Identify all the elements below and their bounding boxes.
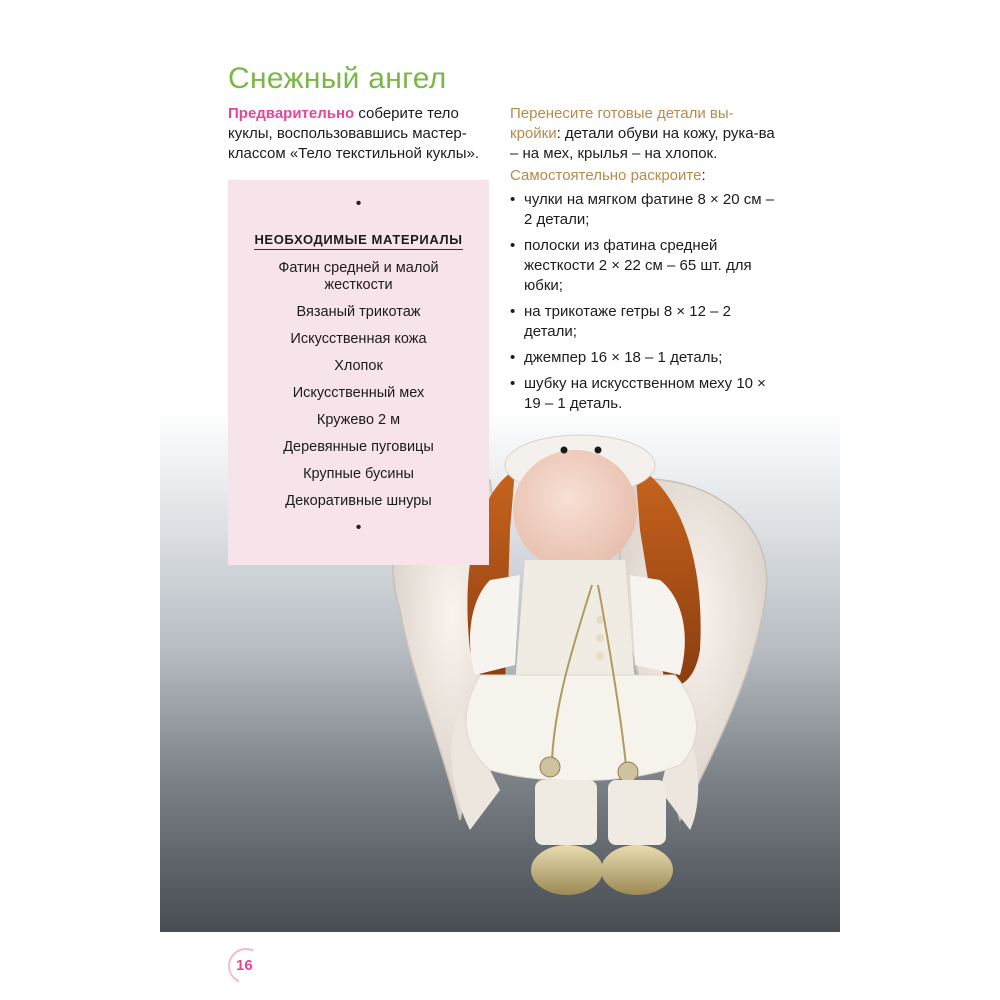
page-number-text: 16 bbox=[236, 957, 253, 974]
material-item: Искусственный мех bbox=[292, 385, 425, 401]
page-title: Снежный ангел bbox=[228, 62, 447, 95]
material-item: Декоративные шнуры bbox=[285, 493, 432, 509]
page-number bbox=[228, 948, 264, 984]
cut-item: • полоски из фатина средней жесткости 2 × 22 см – 65 шт. для юбки; bbox=[510, 236, 780, 296]
transfer-text: : детали обуви на кожу, рука-ва – на мех, крылья – на хлопок. bbox=[510, 125, 775, 162]
material-item: Фатин средней и малой жесткости bbox=[278, 260, 439, 293]
transfer-highlight: Перенесите готовые детали вы-кройки bbox=[510, 105, 734, 142]
materials-box bbox=[228, 180, 489, 565]
material-item: Хлопок bbox=[334, 358, 383, 374]
intro-text: соберите тело куклы, воспользовавшись мастер-классом «Тело текстильной куклы». bbox=[228, 105, 480, 162]
cut-paragraph bbox=[510, 166, 780, 186]
material-item: Деревянные пуговицы bbox=[283, 439, 434, 455]
materials-heading: НЕОБХОДИМЫЕ МАТЕРИАЛЫ bbox=[254, 232, 462, 250]
cut-item: • шубку на искусственном меху 10 × 19 – 1 деталь. bbox=[510, 374, 780, 414]
bullet-decoration: • bbox=[355, 195, 362, 212]
intro-paragraph bbox=[228, 104, 498, 164]
material-item: Вязаный трикотаж bbox=[296, 304, 421, 320]
cut-item: • чулки на мягком фатине 8 × 20 см – 2 детали; bbox=[510, 190, 780, 230]
cut-colon: : bbox=[701, 167, 706, 184]
cut-highlight: Самостоятельно раскроите bbox=[510, 167, 702, 184]
transfer-paragraph bbox=[510, 104, 780, 164]
material-item: Искусственная кожа bbox=[290, 331, 427, 347]
materials-list bbox=[228, 260, 489, 510]
cut-item: • на трикотаже гетры 8 × 12 – 2 детали; bbox=[510, 302, 780, 342]
instructions-column bbox=[510, 104, 780, 420]
material-item: Кружево 2 м bbox=[316, 412, 401, 428]
intro-highlight: Предварительно bbox=[228, 105, 355, 122]
material-item: Крупные бусины bbox=[303, 466, 414, 482]
cut-list bbox=[510, 190, 780, 414]
cut-item: • джемпер 16 × 18 – 1 деталь; bbox=[510, 348, 780, 368]
bullet-decoration: • bbox=[355, 519, 362, 536]
